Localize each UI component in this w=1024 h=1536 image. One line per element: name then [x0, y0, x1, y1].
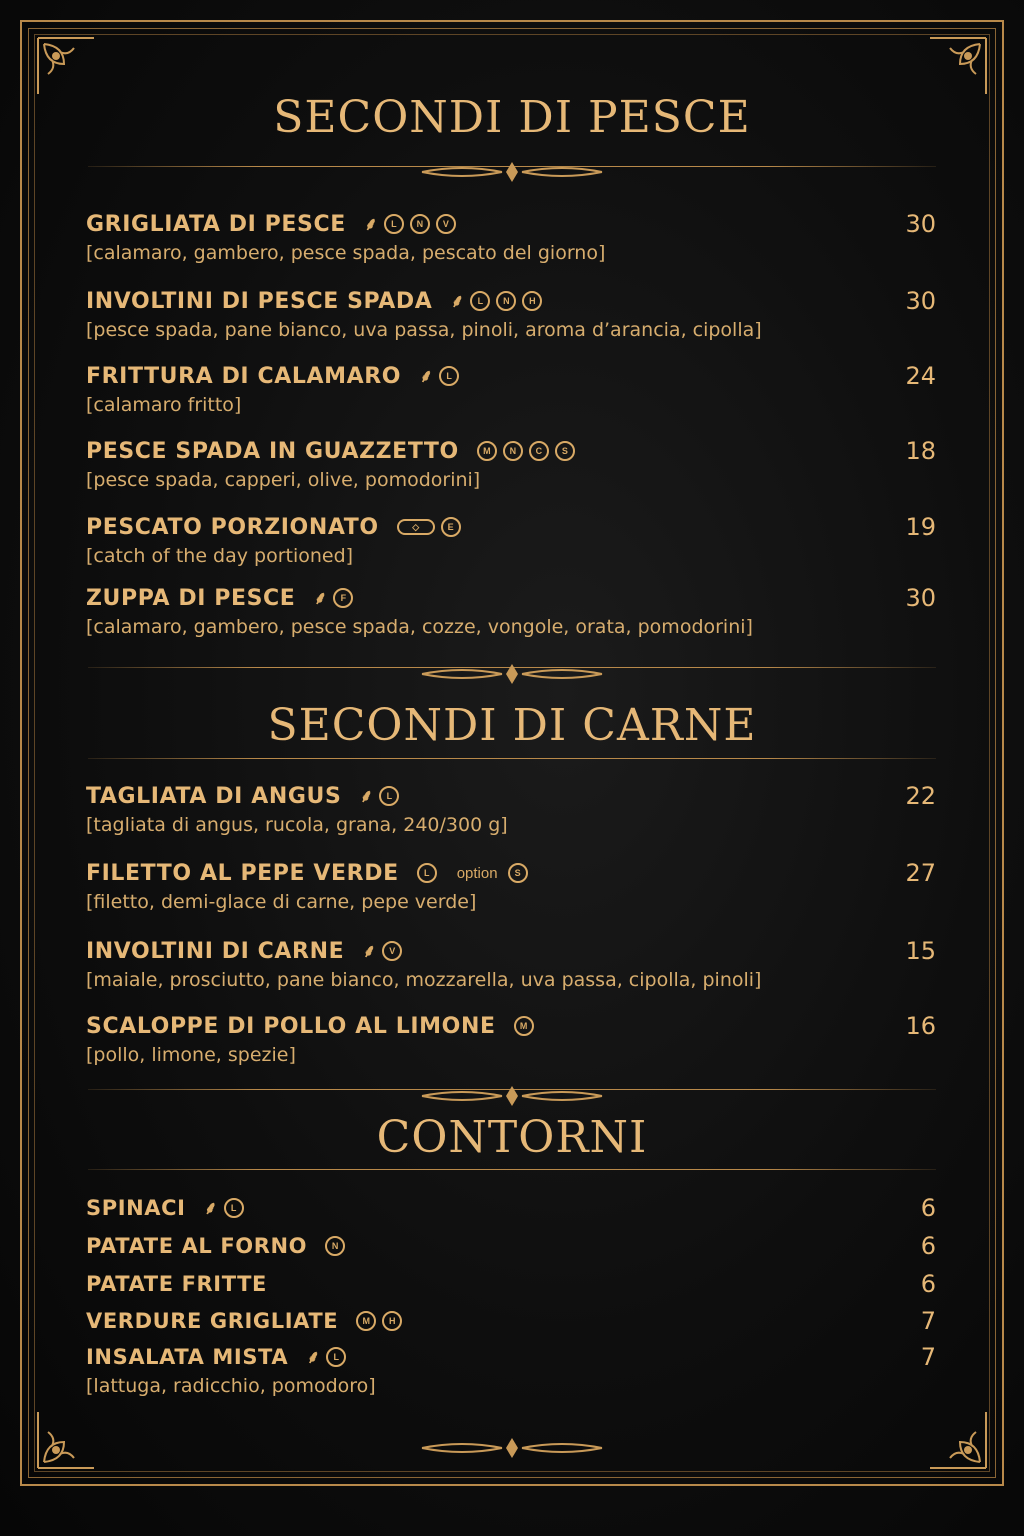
- lactose-icon: L: [379, 786, 399, 806]
- mollusc-icon: M: [356, 1311, 376, 1331]
- halal-icon: H: [522, 291, 542, 311]
- vegan-icon: V: [436, 214, 456, 234]
- nuts-icon: N: [503, 441, 523, 461]
- item-price: 24: [905, 362, 936, 390]
- item-name: PESCATO PORZIONATO: [86, 514, 379, 540]
- vegan-icon: V: [382, 941, 402, 961]
- item-name: TAGLIATA DI ANGUS: [86, 783, 342, 809]
- mollusc-icon: M: [514, 1016, 534, 1036]
- item-name: PATATE AL FORNO: [86, 1234, 308, 1258]
- gluten-icon: ⸙: [362, 941, 376, 961]
- menu-item: [86, 937, 936, 991]
- lactose-icon: L: [224, 1198, 244, 1218]
- item-price: 22: [905, 782, 936, 810]
- menu-item: [86, 513, 936, 567]
- gluten-icon: ⸙: [450, 291, 465, 311]
- cup-icon: C: [529, 441, 549, 461]
- nuts-icon: N: [410, 214, 430, 234]
- menu-item: [86, 210, 936, 264]
- item-name: PESCE SPADA IN GUAZZETTO: [86, 438, 459, 464]
- lactose-icon: L: [439, 366, 459, 386]
- gluten-icon: ⸙: [313, 588, 328, 608]
- section-title-contorni: CONTORNI: [376, 1112, 648, 1163]
- item-name: INSALATA MISTA: [86, 1345, 289, 1369]
- flourish-icon: [412, 662, 612, 686]
- item-price: 7: [920, 1307, 936, 1335]
- halal-icon: H: [382, 1311, 402, 1331]
- item-description: [maiale, prosciutto, pane bianco, mozzarella, uva passa, cipolla, pinoli]: [86, 969, 762, 991]
- item-price: 30: [905, 210, 936, 238]
- item-description: [filetto, demi-glace di carne, pepe verde]: [86, 891, 477, 913]
- allergen-icons: [477, 441, 575, 461]
- item-name-row: [86, 362, 936, 390]
- menu-item: [86, 584, 936, 638]
- fish-icon: ◇: [397, 519, 435, 535]
- item-name: GRIGLIATA DI PESCE: [86, 211, 346, 237]
- menu-item: [86, 1194, 936, 1222]
- item-description: [catch of the day portioned]: [86, 545, 354, 567]
- allergen-icons: [204, 1198, 244, 1218]
- item-name-row: [86, 937, 936, 965]
- item-price: 19: [905, 513, 936, 541]
- item-description: [pollo, limone, spezie]: [86, 1044, 296, 1066]
- allergen-icons: [356, 1311, 402, 1331]
- spicy-icon: S: [555, 441, 575, 461]
- item-name-row: [86, 287, 936, 315]
- menu-item: [86, 1307, 936, 1335]
- spicy-icon: S: [508, 863, 528, 883]
- item-name-row: [86, 437, 936, 465]
- gluten-icon: ⸙: [364, 214, 378, 234]
- gluten-icon: ⸙: [203, 1198, 218, 1218]
- flourish-icon: [412, 160, 612, 184]
- allergen-icons: [362, 941, 402, 961]
- divider: [88, 1169, 936, 1170]
- item-price: 18: [905, 437, 936, 465]
- allergen-icons: [359, 786, 399, 806]
- item-name: SCALOPPE DI POLLO AL LIMONE: [86, 1013, 496, 1039]
- nuts-icon: N: [325, 1236, 345, 1256]
- allergen-icons: [306, 1347, 346, 1367]
- shellfish-icon: F: [333, 588, 353, 608]
- option-label: option: [456, 864, 498, 882]
- lactose-icon: L: [470, 291, 490, 311]
- item-price: 6: [920, 1232, 936, 1260]
- item-price: 30: [905, 584, 936, 612]
- allergen-icons: [313, 588, 353, 608]
- item-name: FRITTURA DI CALAMARO: [86, 363, 402, 389]
- menu-item: [86, 1343, 936, 1397]
- item-name: FILETTO AL PEPE VERDE: [86, 860, 399, 886]
- item-description: [pesce spada, pane bianco, uva passa, pinoli, aroma d’arancia, cipolla]: [86, 319, 762, 341]
- allergen-icons: [325, 1236, 345, 1256]
- lactose-icon: L: [384, 214, 404, 234]
- item-price: 16: [905, 1012, 936, 1040]
- flourish-icon: [412, 1436, 612, 1460]
- item-price: 6: [920, 1194, 936, 1222]
- item-description: [pesce spada, capperi, olive, pomodorini]: [86, 469, 481, 491]
- item-name: PATATE FRITTE: [86, 1272, 267, 1296]
- item-name-row: [86, 782, 936, 810]
- item-description: [calamaro, gambero, pesce spada, cozze, vongole, orata, pomodorini]: [86, 616, 753, 638]
- egg-icon: E: [441, 517, 461, 537]
- menu-item: [86, 287, 936, 341]
- menu-item: [86, 1232, 936, 1260]
- gluten-icon: ⸙: [359, 786, 374, 806]
- lactose-icon: L: [326, 1347, 346, 1367]
- item-price: 30: [905, 287, 936, 315]
- menu-item: [86, 859, 936, 913]
- item-description: [lattuga, radicchio, pomodoro]: [86, 1375, 376, 1397]
- item-price: 6: [920, 1270, 936, 1298]
- menu-item: [86, 1012, 936, 1066]
- allergen-icons: [450, 291, 542, 311]
- item-description: [tagliata di angus, rucola, grana, 240/300 g]: [86, 814, 508, 836]
- allergen-icons: [397, 517, 461, 537]
- corner-ornament-icon: [34, 1402, 104, 1472]
- item-description: [calamaro fritto]: [86, 394, 242, 416]
- allergen-icons: [419, 366, 459, 386]
- item-name-row: [86, 1343, 936, 1371]
- item-name-row: [86, 1307, 936, 1335]
- item-name-row: [86, 210, 936, 238]
- item-name-row: [86, 1012, 936, 1040]
- item-name-row: [86, 513, 936, 541]
- menu-item: [86, 1270, 936, 1298]
- nuts-icon: N: [496, 291, 516, 311]
- item-name-row: [86, 1194, 936, 1222]
- item-name: VERDURE GRIGLIATE: [86, 1309, 339, 1333]
- menu-item: [86, 362, 936, 416]
- flourish-icon: [412, 1084, 612, 1108]
- item-price: 15: [905, 937, 936, 965]
- item-name-row: [86, 1232, 936, 1260]
- item-name-row: [86, 1270, 936, 1298]
- section-title-pesce: SECONDI DI PESCE: [273, 92, 751, 143]
- menu-item: [86, 782, 936, 836]
- mollusc-icon: M: [477, 441, 497, 461]
- gluten-icon: ⸙: [306, 1347, 320, 1367]
- allergen-icons: [364, 214, 456, 234]
- section-title-carne: SECONDI DI CARNE: [267, 700, 757, 751]
- menu-item: [86, 437, 936, 491]
- allergen-icons: [514, 1016, 534, 1036]
- item-name: INVOLTINI DI CARNE: [86, 938, 345, 964]
- allergen-icons: [417, 863, 528, 883]
- item-name: INVOLTINI DI PESCE SPADA: [86, 288, 433, 314]
- corner-ornament-icon: [920, 1402, 990, 1472]
- item-price: 27: [905, 859, 936, 887]
- item-name-row: [86, 584, 936, 612]
- item-name: ZUPPA DI PESCE: [86, 585, 296, 611]
- gluten-icon: ⸙: [419, 366, 433, 386]
- divider: [88, 758, 936, 759]
- item-price: 7: [920, 1343, 936, 1371]
- lactose-icon: L: [417, 863, 437, 883]
- item-description: [calamaro, gambero, pesce spada, pescato del giorno]: [86, 242, 606, 264]
- item-name: SPINACI: [86, 1196, 186, 1220]
- item-name-row: [86, 859, 936, 887]
